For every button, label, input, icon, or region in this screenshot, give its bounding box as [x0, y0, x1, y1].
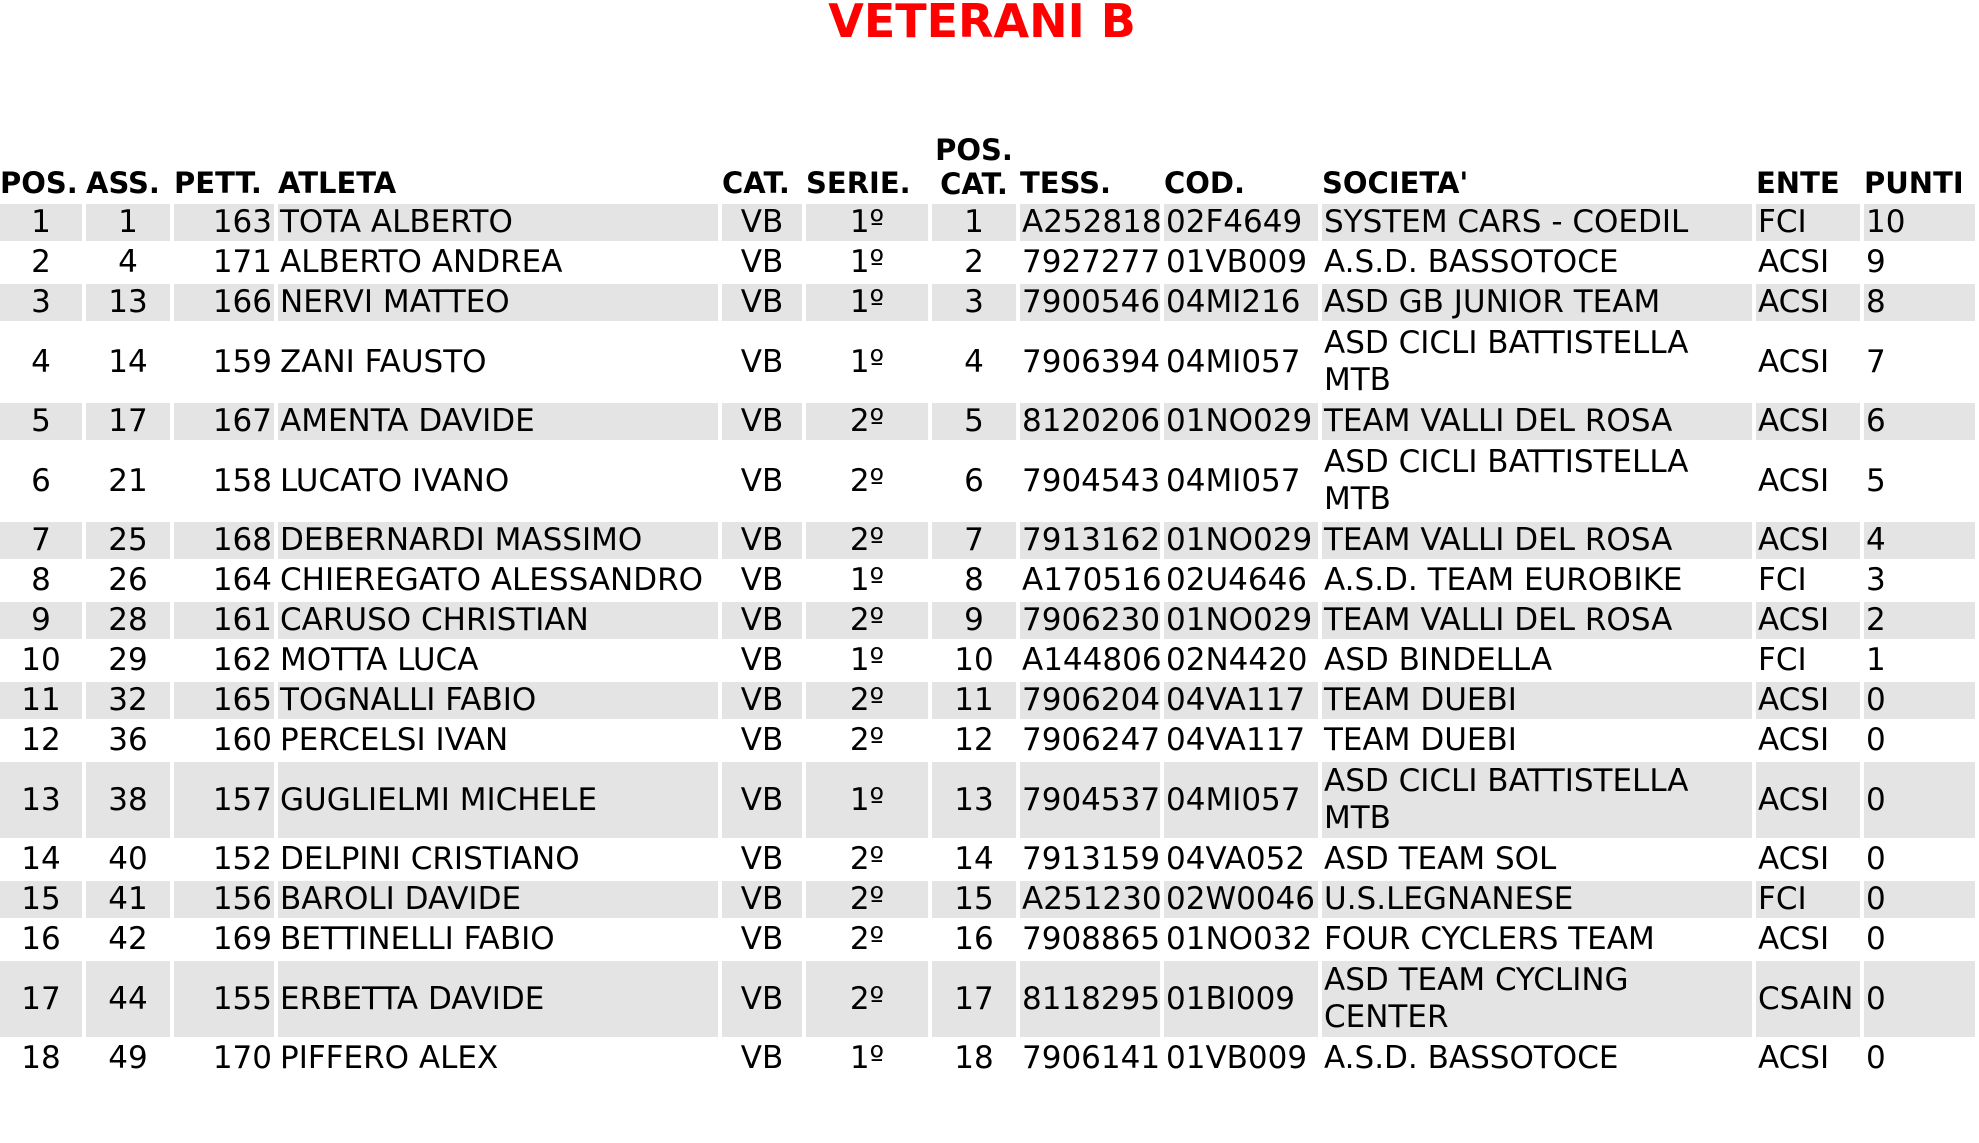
- header-pos-cat-line1: POS.: [935, 133, 1013, 167]
- cell-pett: 156: [174, 881, 274, 918]
- cell-cod: 01NO029: [1164, 403, 1318, 440]
- header-punti: PUNTI: [1864, 166, 1964, 200]
- cell-ente: ACSI: [1756, 602, 1860, 639]
- cell-ente: ACSI: [1758, 1040, 1830, 1076]
- table-row: [0, 443, 1975, 519]
- cell-punti: 0: [1866, 722, 1886, 758]
- table-row: [0, 284, 1975, 321]
- cell-ente: ACSI: [1756, 284, 1860, 321]
- cell-cod: 01NO029: [1164, 602, 1318, 639]
- cell-atleta: DELPINI CRISTIANO: [280, 841, 580, 877]
- cell-cat: VB: [722, 762, 802, 838]
- cell-pos-cat: 1: [932, 204, 1016, 241]
- cell-pett: 170: [212, 1040, 272, 1076]
- table-row: [0, 881, 1975, 918]
- cell-atleta: NERVI MATTEO: [278, 284, 718, 321]
- cell-cat: VB: [722, 602, 802, 639]
- cell-atleta: ALBERTO ANDREA: [280, 244, 563, 280]
- table-row: [0, 921, 1975, 958]
- cell-societa: ASD CICLI BATTISTELLA MTB: [1324, 444, 1689, 517]
- cell-tess: A144806: [1022, 642, 1162, 678]
- cell-atleta: PIFFERO ALEX: [280, 1040, 499, 1076]
- cell-tess: 8118295: [1020, 961, 1160, 1037]
- cell-pos-cat: 15: [932, 881, 1016, 918]
- cell-pos: 15: [0, 881, 82, 918]
- cell-punti: 0: [1864, 762, 1975, 838]
- cell-pos: 1: [0, 204, 82, 241]
- cell-pos-cat: 7: [932, 522, 1016, 559]
- cell-tess: A170516: [1022, 562, 1162, 598]
- cell-pos-cat: 9: [932, 602, 1016, 639]
- cell-ente: FCI: [1758, 562, 1807, 598]
- cell-atleta: AMENTA DAVIDE: [278, 403, 718, 440]
- cell-pett: 162: [212, 642, 272, 678]
- cell-cod: 01BI009: [1164, 961, 1318, 1037]
- cell-ente: ACSI: [1756, 522, 1860, 559]
- cell-serie: 2º: [806, 961, 928, 1037]
- cell-ass: 13: [86, 284, 170, 321]
- cell-societa: TEAM DUEBI: [1322, 682, 1752, 719]
- cell-serie: 2º: [806, 522, 928, 559]
- cell-cat: VB: [740, 343, 784, 380]
- cell-tess: 7904537: [1020, 762, 1160, 838]
- cell-ente: ACSI: [1756, 682, 1860, 719]
- cell-ente: CSAIN: [1756, 961, 1860, 1037]
- cell-cod: 01VB009: [1166, 244, 1308, 280]
- header-row: [0, 131, 1975, 201]
- cell-pett: 171: [212, 244, 272, 280]
- cell-societa: A.S.D. BASSOTOCE: [1324, 1040, 1619, 1076]
- cell-cat: VB: [722, 961, 802, 1037]
- cell-pos: 2: [31, 244, 51, 280]
- cell-pos: 11: [0, 682, 82, 719]
- header-pos-cat-line2: CAT.: [940, 167, 1008, 201]
- cell-tess: 7906394: [1022, 343, 1161, 380]
- cell-ass: 17: [86, 403, 170, 440]
- cell-serie: 2º: [806, 602, 928, 639]
- cell-cat: VB: [740, 642, 784, 678]
- cell-atleta: TOGNALLI FABIO: [278, 682, 718, 719]
- cell-serie: 1º: [849, 562, 885, 598]
- cell-ente: ACSI: [1758, 462, 1830, 499]
- table-row: [0, 204, 1975, 241]
- cell-pos-cat: 17: [932, 961, 1016, 1037]
- cell-atleta: LUCATO IVANO: [280, 462, 510, 499]
- cell-ente: ACSI: [1758, 841, 1830, 877]
- cell-ass: 14: [108, 343, 148, 380]
- cell-societa: TEAM VALLI DEL ROSA: [1322, 602, 1752, 639]
- cell-serie: 1º: [806, 762, 928, 838]
- cell-societa: A.S.D. TEAM EUROBIKE: [1324, 562, 1683, 598]
- cell-pos: 5: [0, 403, 82, 440]
- table-row: [0, 324, 1975, 400]
- cell-societa: ASD TEAM CYCLING CENTER: [1322, 961, 1752, 1037]
- table-row: [0, 722, 1975, 759]
- cell-societa: ASD CICLI BATTISTELLA MTB: [1324, 325, 1689, 398]
- header-pos: POS.: [0, 166, 78, 200]
- cell-tess: 7906141: [1022, 1040, 1161, 1076]
- results-body: [0, 204, 1975, 1077]
- cell-pos: 12: [21, 722, 61, 758]
- cell-serie: 1º: [849, 343, 885, 380]
- cell-cod: 04MI216: [1164, 284, 1318, 321]
- cell-tess: 7906204: [1022, 682, 1161, 718]
- cell-cat: VB: [740, 462, 784, 499]
- cell-cat: VB: [722, 204, 802, 241]
- cell-pos: 16: [21, 921, 61, 957]
- cell-societa: TEAM VALLI DEL ROSA: [1322, 522, 1752, 559]
- cell-cod: 02U4646: [1166, 562, 1308, 598]
- cell-societa: ASD BINDELLA: [1324, 642, 1553, 678]
- table-row: [0, 244, 1975, 281]
- header-tess: TESS.: [1020, 166, 1112, 200]
- cell-punti: 0: [1864, 682, 1975, 719]
- cell-serie: 2º: [849, 841, 885, 877]
- cell-pos: 6: [31, 462, 51, 499]
- cell-tess: 7900546: [1022, 284, 1161, 320]
- cell-pett: 164: [212, 562, 272, 598]
- table-row: [0, 403, 1975, 440]
- cell-societa: ASD GB JUNIOR TEAM: [1322, 284, 1752, 321]
- cell-atleta: DEBERNARDI MASSIMO: [278, 522, 718, 559]
- cell-tess: 7927277: [1022, 244, 1161, 280]
- cell-ass: 4: [118, 244, 138, 280]
- cell-cod: 04MI057: [1164, 762, 1318, 838]
- table-row: [0, 522, 1975, 559]
- header-pos-cat: [932, 131, 1016, 201]
- cell-tess: 8120206: [1022, 403, 1161, 439]
- header-pett: PETT.: [174, 166, 262, 200]
- cell-atleta: MOTTA LUCA: [280, 642, 479, 678]
- cell-societa: TEAM VALLI DEL ROSA: [1322, 403, 1752, 440]
- cell-punti: 0: [1866, 1040, 1886, 1076]
- cell-ass: 49: [108, 1040, 148, 1076]
- cell-ass: 40: [108, 841, 148, 877]
- cell-societa: ASD CICLI BATTISTELLA MTB: [1322, 762, 1752, 838]
- cell-cod: 01NO029: [1164, 522, 1318, 559]
- cell-ass: 26: [108, 562, 148, 598]
- cell-serie: 2º: [806, 403, 928, 440]
- cell-punti: 0: [1864, 961, 1975, 1037]
- header-cat: CAT.: [722, 166, 790, 200]
- cell-pos: 4: [31, 343, 51, 380]
- header-serie: SERIE.: [806, 166, 911, 200]
- cell-atleta: BETTINELLI FABIO: [280, 921, 555, 957]
- cell-tess: 7906247: [1022, 722, 1161, 758]
- cell-atleta: BAROLI DAVIDE: [278, 881, 718, 918]
- cell-ente: ACSI: [1756, 762, 1860, 838]
- cell-pett: 161: [174, 602, 274, 639]
- cell-pett: 165: [174, 682, 274, 719]
- cell-pos-cat: 3: [932, 284, 1016, 321]
- cell-societa: SYSTEM CARS - COEDIL: [1322, 204, 1752, 241]
- table-row: [0, 602, 1975, 639]
- cell-punti: 8: [1864, 284, 1975, 321]
- cell-cat: VB: [722, 284, 802, 321]
- table-row: [0, 1040, 1975, 1077]
- cell-pett: 160: [212, 722, 272, 758]
- cell-pos-cat: 8: [964, 562, 984, 598]
- cell-pos-cat: 16: [954, 921, 994, 957]
- cell-pos-cat: 14: [954, 841, 994, 877]
- cell-pos-cat: 12: [954, 722, 994, 758]
- cell-cod: 04VA052: [1166, 841, 1306, 877]
- results-table: [0, 128, 1979, 1080]
- cell-tess: 7908865: [1022, 921, 1161, 957]
- cell-ente: ACSI: [1758, 722, 1830, 758]
- cell-serie: 1º: [849, 642, 885, 678]
- cell-pett: 163: [174, 204, 274, 241]
- header-atleta: ATLETA: [278, 166, 397, 200]
- cell-cat: VB: [740, 244, 784, 280]
- cell-ass: 36: [108, 722, 148, 758]
- cell-tess: 7906230: [1022, 602, 1161, 638]
- cell-ass: 28: [86, 602, 170, 639]
- cell-cat: VB: [740, 841, 784, 877]
- cell-atleta: ERBETTA DAVIDE: [278, 961, 718, 1037]
- cell-pett: 155: [174, 961, 274, 1037]
- cell-punti: 0: [1864, 881, 1975, 918]
- cell-punti: 0: [1866, 921, 1886, 957]
- cell-pett: 159: [212, 343, 272, 380]
- cell-punti: 9: [1866, 244, 1886, 280]
- cell-atleta: PERCELSI IVAN: [280, 722, 509, 758]
- table-row: [0, 841, 1975, 878]
- table-row: [0, 562, 1975, 599]
- cell-punti: 2: [1864, 602, 1975, 639]
- cell-ass: 38: [86, 762, 170, 838]
- cell-cat: VB: [722, 403, 802, 440]
- cell-serie: 1º: [806, 284, 928, 321]
- cell-punti: 5: [1866, 462, 1886, 499]
- cell-pos: 7: [0, 522, 82, 559]
- cell-pett: 169: [212, 921, 272, 957]
- cell-ente: ACSI: [1758, 343, 1830, 380]
- cell-cod: 04MI057: [1166, 343, 1301, 380]
- cell-pos: 14: [21, 841, 61, 877]
- cell-serie: 1º: [849, 244, 885, 280]
- page-title: VETERANI B: [828, 0, 1136, 48]
- cell-cod: 01VB009: [1166, 1040, 1308, 1076]
- cell-ass: 21: [108, 462, 148, 499]
- cell-pos-cat: 6: [964, 462, 984, 499]
- cell-punti: 6: [1864, 403, 1975, 440]
- cell-cod: 04MI057: [1166, 462, 1301, 499]
- cell-serie: 1º: [806, 204, 928, 241]
- header-ass: ASS.: [86, 166, 160, 200]
- cell-cat: VB: [722, 522, 802, 559]
- header-ente: ENTE: [1756, 166, 1840, 200]
- cell-cat: VB: [722, 881, 802, 918]
- cell-tess: 7913162: [1022, 522, 1161, 558]
- cell-atleta: CARUSO CHRISTIAN: [278, 602, 718, 639]
- cell-pos: 10: [21, 642, 61, 678]
- cell-societa: TEAM DUEBI: [1324, 722, 1517, 758]
- cell-cat: VB: [740, 722, 784, 758]
- cell-tess: A252818: [1022, 204, 1162, 240]
- cell-cat: VB: [740, 921, 784, 957]
- cell-ente: FCI: [1758, 642, 1807, 678]
- table-row: [0, 762, 1975, 838]
- cell-pett: 158: [212, 462, 272, 499]
- cell-serie: 1º: [849, 1040, 885, 1076]
- cell-pos-cat: 13: [932, 762, 1016, 838]
- cell-tess: 7904543: [1022, 462, 1161, 499]
- cell-cat: VB: [740, 562, 784, 598]
- cell-serie: 2º: [849, 462, 885, 499]
- cell-serie: 2º: [849, 921, 885, 957]
- cell-ass: 32: [86, 682, 170, 719]
- cell-ass: 29: [108, 642, 148, 678]
- cell-ente: FCI: [1756, 881, 1860, 918]
- cell-ass: 1: [86, 204, 170, 241]
- cell-cat: VB: [722, 682, 802, 719]
- cell-pos-cat: 2: [964, 244, 984, 280]
- cell-ente: ACSI: [1758, 921, 1830, 957]
- table-row: [0, 642, 1975, 679]
- cell-punti: 7: [1866, 343, 1886, 380]
- cell-pos: 3: [0, 284, 82, 321]
- cell-societa: ASD TEAM SOL: [1324, 841, 1557, 877]
- cell-atleta: TOTA ALBERTO: [278, 204, 718, 241]
- cell-cod: 02W0046: [1164, 881, 1318, 918]
- cell-tess: A251230: [1022, 881, 1162, 917]
- cell-pos-cat: 10: [954, 642, 994, 678]
- cell-cat: VB: [740, 1040, 784, 1076]
- cell-societa: FOUR CYCLERS TEAM: [1324, 921, 1655, 957]
- cell-pos: 9: [0, 602, 82, 639]
- cell-tess: 7913159: [1022, 841, 1161, 877]
- cell-pett: 166: [174, 284, 274, 321]
- cell-societa: U.S.LEGNANESE: [1322, 881, 1752, 918]
- cell-pett: 167: [174, 403, 274, 440]
- cell-pett: 168: [174, 522, 274, 559]
- cell-punti: 0: [1866, 841, 1886, 877]
- cell-pos: 13: [0, 762, 82, 838]
- table-row: [0, 961, 1975, 1037]
- cell-ente: ACSI: [1758, 244, 1830, 280]
- cell-ass: 25: [86, 522, 170, 559]
- header-cod: COD.: [1164, 166, 1246, 200]
- cell-serie: 2º: [806, 682, 928, 719]
- table-row: [0, 682, 1975, 719]
- cell-pos-cat: 4: [964, 343, 984, 380]
- cell-ass: 41: [86, 881, 170, 918]
- cell-atleta: ZANI FAUSTO: [280, 343, 487, 380]
- cell-pos-cat: 18: [954, 1040, 994, 1076]
- cell-ass: 44: [86, 961, 170, 1037]
- cell-atleta: GUGLIELMI MICHELE: [278, 762, 718, 838]
- cell-pos: 8: [31, 562, 51, 598]
- cell-cod: 04VA117: [1166, 722, 1306, 758]
- cell-punti: 3: [1866, 562, 1886, 598]
- cell-cod: 04VA117: [1164, 682, 1318, 719]
- header-societa: SOCIETA': [1322, 166, 1469, 200]
- cell-serie: 2º: [806, 881, 928, 918]
- cell-cod: 01NO032: [1166, 921, 1313, 957]
- cell-ente: FCI: [1756, 204, 1860, 241]
- cell-pett: 157: [174, 762, 274, 838]
- cell-punti: 1: [1866, 642, 1886, 678]
- cell-punti: 4: [1864, 522, 1975, 559]
- cell-societa: A.S.D. BASSOTOCE: [1324, 244, 1619, 280]
- cell-cod: 02N4420: [1166, 642, 1308, 678]
- cell-pos: 17: [0, 961, 82, 1037]
- cell-punti: 10: [1864, 204, 1975, 241]
- cell-serie: 2º: [849, 722, 885, 758]
- cell-atleta: CHIEREGATO ALESSANDRO: [280, 562, 704, 598]
- cell-ente: ACSI: [1756, 403, 1860, 440]
- cell-pett: 152: [212, 841, 272, 877]
- cell-pos: 18: [21, 1040, 61, 1076]
- cell-pos-cat: 5: [932, 403, 1016, 440]
- cell-ass: 42: [108, 921, 148, 957]
- cell-pos-cat: 11: [932, 682, 1016, 719]
- cell-cod: 02F4649: [1164, 204, 1318, 241]
